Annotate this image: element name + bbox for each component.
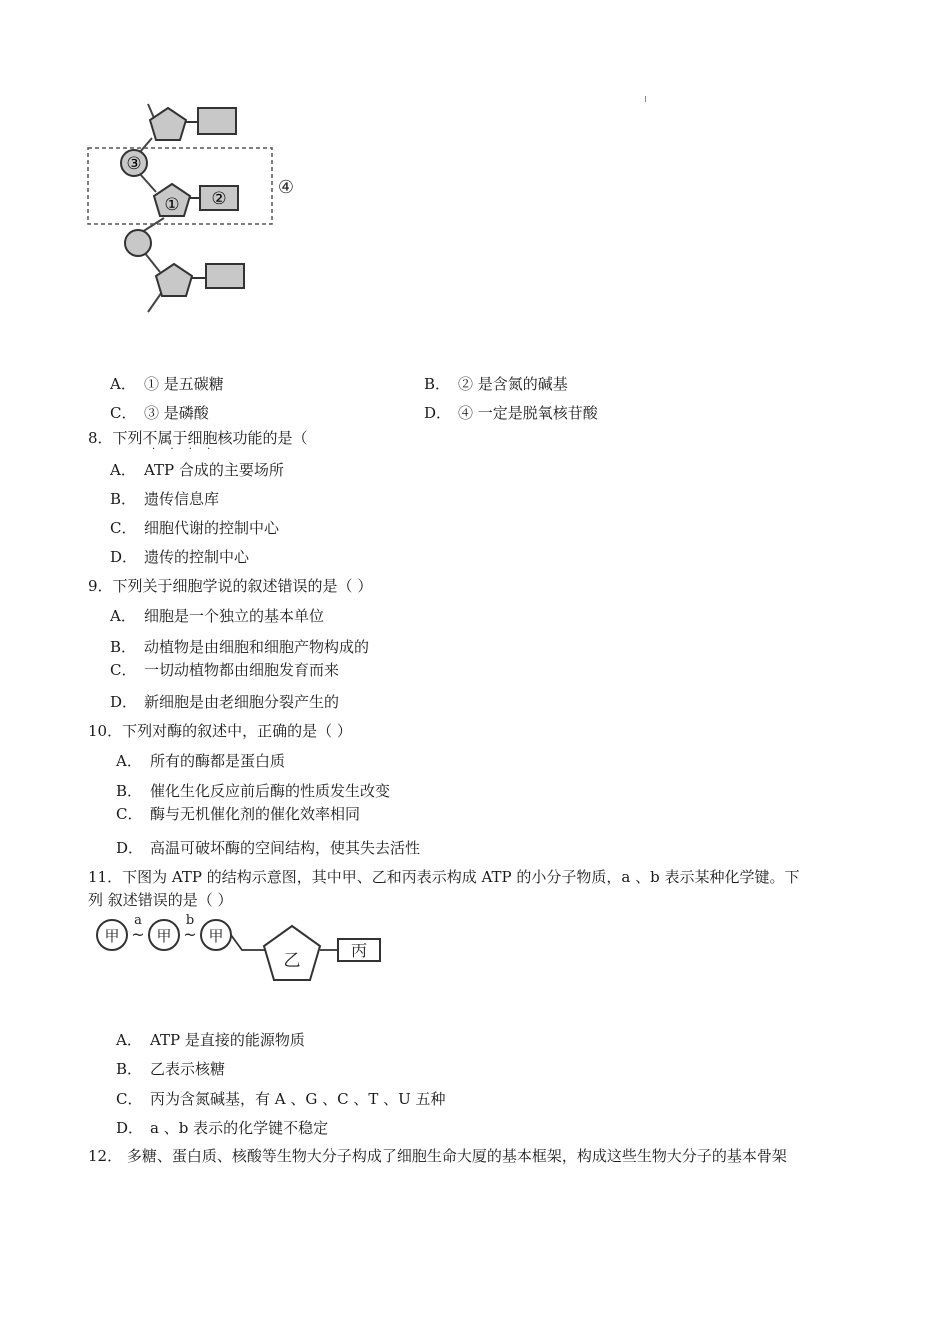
q10-option-b: B． 催化生化反应前后酶的性质发生改变 [116, 782, 391, 800]
q11-option-a: A． ATP 是直接的能源物质 [116, 1031, 305, 1049]
phosphate-jia-2-label: 甲 [156, 927, 172, 945]
q8-option-c: C． 细胞代谢的控制中心 [110, 519, 280, 537]
q7-option-c: C． ③ 是磷酸 [110, 404, 209, 422]
phosphate-jia-1-label: 甲 [104, 927, 120, 945]
q10-option-d: D． 高温可破坏酶的空间结构，使其失去活性 [116, 839, 421, 857]
q8-stem: 8．下列不属于细胞核功能的是（ [88, 429, 308, 447]
q11-option-c: C． 丙为含氮碱基，有 A 、G 、C 、T 、U 五种 [116, 1090, 446, 1108]
q7-option-a: A． ① 是五碳糖 [110, 375, 224, 393]
q8-emphasis-dots: · · · · [152, 444, 217, 455]
q8-option-d: D． 遗传的控制中心 [110, 548, 250, 566]
q10-option-c: C． 酶与无机催化剂的催化效率相同 [116, 805, 361, 823]
label-1: ① [164, 195, 180, 215]
label-3: ③ [126, 154, 142, 174]
bond-b-label: b [185, 913, 195, 928]
q11-option-d: D． a 、b 表示的化学键不稳定 [116, 1119, 329, 1137]
q7-option-d: D． ④ 一定是脱氧核苷酸 [424, 404, 598, 422]
q8-option-a: A． ATP 合成的主要场所 [110, 461, 284, 479]
q9-option-a: A． 细胞是一个独立的基本单位 [110, 607, 325, 625]
label-2: ② [211, 189, 227, 209]
q10-stem: 10．下列对酶的叙述中，正确的是（ ） [88, 722, 352, 740]
q11-stem-line2: 列 叙述错误的是（ ） [88, 891, 233, 909]
bond-a-label: a [134, 913, 142, 928]
label-4: ④ [277, 177, 295, 198]
q9-stem: 9．下列关于细胞学说的叙述错误的是（ ） [88, 577, 373, 595]
q7-option-b: B． ② 是含氮的碱基 [424, 375, 568, 393]
q8-option-b: B． 遗传信息库 [110, 490, 220, 508]
q10-option-a: A． 所有的酶都是蛋白质 [116, 752, 286, 770]
q11-stem-line1: 11．下图为 ATP 的结构示意图，其中甲、乙和丙表示构成 ATP 的小分子物质，a 、b 表示某种化学键。下 [88, 868, 800, 886]
nucleotide-chain-figure [80, 100, 320, 320]
atp-structure-figure [92, 910, 392, 992]
sugar-yi-label: 乙 [283, 951, 301, 971]
bond-a-tilde: ~ [131, 925, 145, 944]
q9-option-d: D． 新细胞是由老细胞分裂产生的 [110, 693, 340, 711]
bond-b-tilde: ~ [183, 925, 197, 944]
phosphate-jia-3-label: 甲 [208, 927, 224, 945]
lower-phosphate [125, 230, 151, 256]
top-nucleotide [150, 108, 236, 140]
q9-option-b: B． 动植物是由细胞和细胞产物构成的 [110, 638, 370, 656]
bottom-nucleotide [156, 264, 244, 296]
q11-option-b: B． 乙表示核糖 [116, 1060, 226, 1078]
base-bing-label: 丙 [350, 941, 368, 960]
page-mark [645, 96, 646, 102]
q12-stem: 12． 多糖、蛋白质、核酸等生物大分子构成了细胞生命大厦的基本框架，构成这些生物大分子的基本骨架 [88, 1147, 787, 1165]
q9-option-c: C． 一切动植物都由细胞发育而来 [110, 661, 340, 679]
